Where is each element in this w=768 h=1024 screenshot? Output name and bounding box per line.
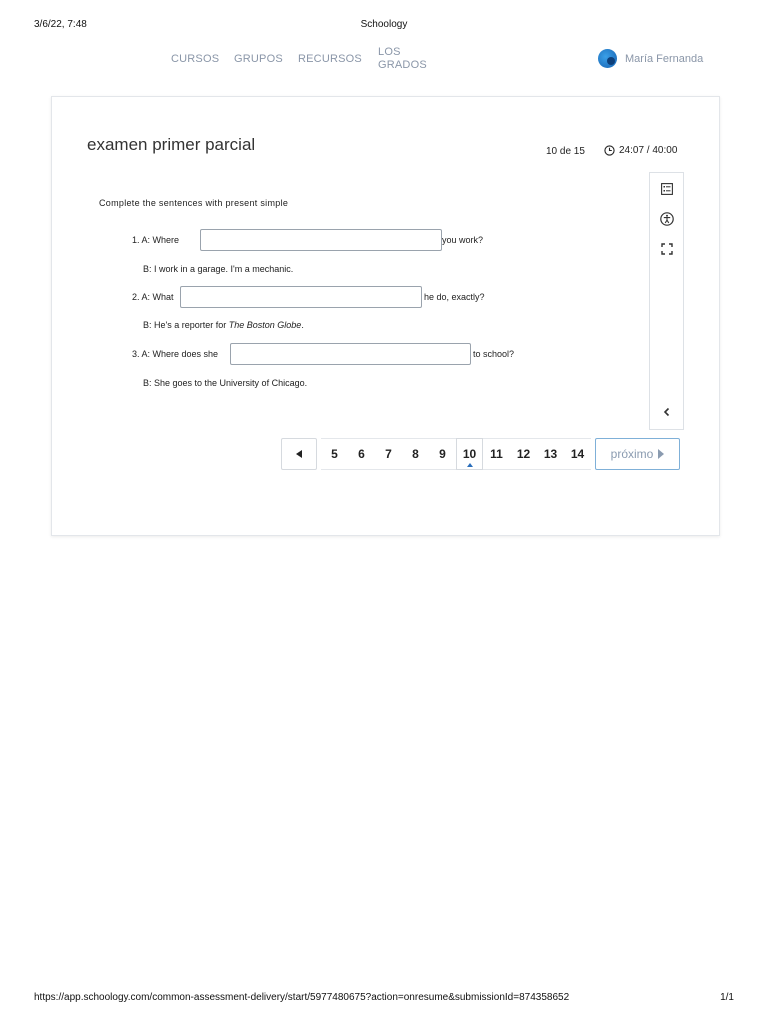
next-button[interactable] (595, 438, 680, 470)
accessibility-icon[interactable] (658, 210, 676, 228)
user-menu[interactable] (598, 49, 703, 68)
nav-recursos[interactable]: RECURSOS (298, 53, 362, 65)
avatar (598, 49, 617, 68)
next-label: próximo (610, 447, 654, 461)
question-progress: 10 de 15 (546, 146, 585, 157)
page-title: examen primer parcial (87, 135, 256, 154)
page-6[interactable]: 6 (348, 438, 375, 470)
q1-answer-input[interactable] (200, 229, 442, 251)
print-page-number: 1/1 (720, 992, 734, 1003)
list-icon[interactable] (658, 180, 676, 198)
q2-response (143, 320, 304, 330)
page-9[interactable]: 9 (429, 438, 456, 470)
page-14[interactable]: 14 (564, 438, 591, 470)
q2-response-suffix: . (301, 320, 304, 330)
user-name: María Fernanda (625, 52, 704, 65)
nav-cursos[interactable]: CURSOS (171, 53, 220, 65)
top-nav (0, 44, 768, 76)
q3-prompt: 3. A: Where does she (132, 349, 219, 359)
page-7[interactable]: 7 (375, 438, 402, 470)
page-12[interactable]: 12 (510, 438, 537, 470)
page-8[interactable]: 8 (402, 438, 429, 470)
print-url: https://app.schoology.com/common-assessment-delivery/start/5977480675?action=onresume&submissionId=874358652 (34, 992, 570, 1003)
expand-icon[interactable] (658, 240, 676, 258)
page-10-current[interactable]: 10 (456, 438, 483, 470)
side-toolbar (649, 172, 684, 430)
assessment-card (51, 96, 720, 536)
prev-button[interactable] (281, 438, 317, 470)
page-5[interactable]: 5 (321, 438, 348, 470)
question-pager (281, 438, 680, 470)
print-title: Schoology (360, 19, 408, 30)
q1-prompt: 1. A: Where (132, 235, 180, 245)
q2-answer-input[interactable] (180, 286, 422, 308)
chevron-left-icon[interactable] (658, 403, 676, 421)
timer (604, 145, 677, 156)
instructions: Complete the sentences with present simple (99, 198, 289, 208)
q2-response-italic: The Boston Globe (228, 320, 302, 330)
timer-text: 24:07 / 40:00 (619, 145, 678, 156)
q2-prompt: 2. A: What (132, 292, 174, 302)
q3-answer-input[interactable] (230, 343, 471, 365)
nav-grados[interactable]: LOS GRADOS (378, 46, 427, 71)
triangle-left-icon (296, 450, 302, 458)
q2-prompt-end: he do, exactly? (424, 292, 485, 302)
q2-response-prefix: B: He's a reporter for (143, 320, 229, 330)
nav-grupos[interactable]: GRUPOS (234, 53, 283, 65)
q1-response: B: I work in a garage. I'm a mechanic. (143, 264, 294, 274)
print-datetime: 3/6/22, 7:48 (34, 19, 87, 30)
clock-icon (604, 145, 615, 156)
q3-response: B: She goes to the University of Chicago. (143, 378, 308, 388)
q3-prompt-end: to school? (473, 349, 515, 359)
page-11[interactable]: 11 (483, 438, 510, 470)
page-13[interactable]: 13 (537, 438, 564, 470)
triangle-right-icon (658, 449, 664, 459)
q1-prompt-end: you work? (442, 235, 484, 245)
